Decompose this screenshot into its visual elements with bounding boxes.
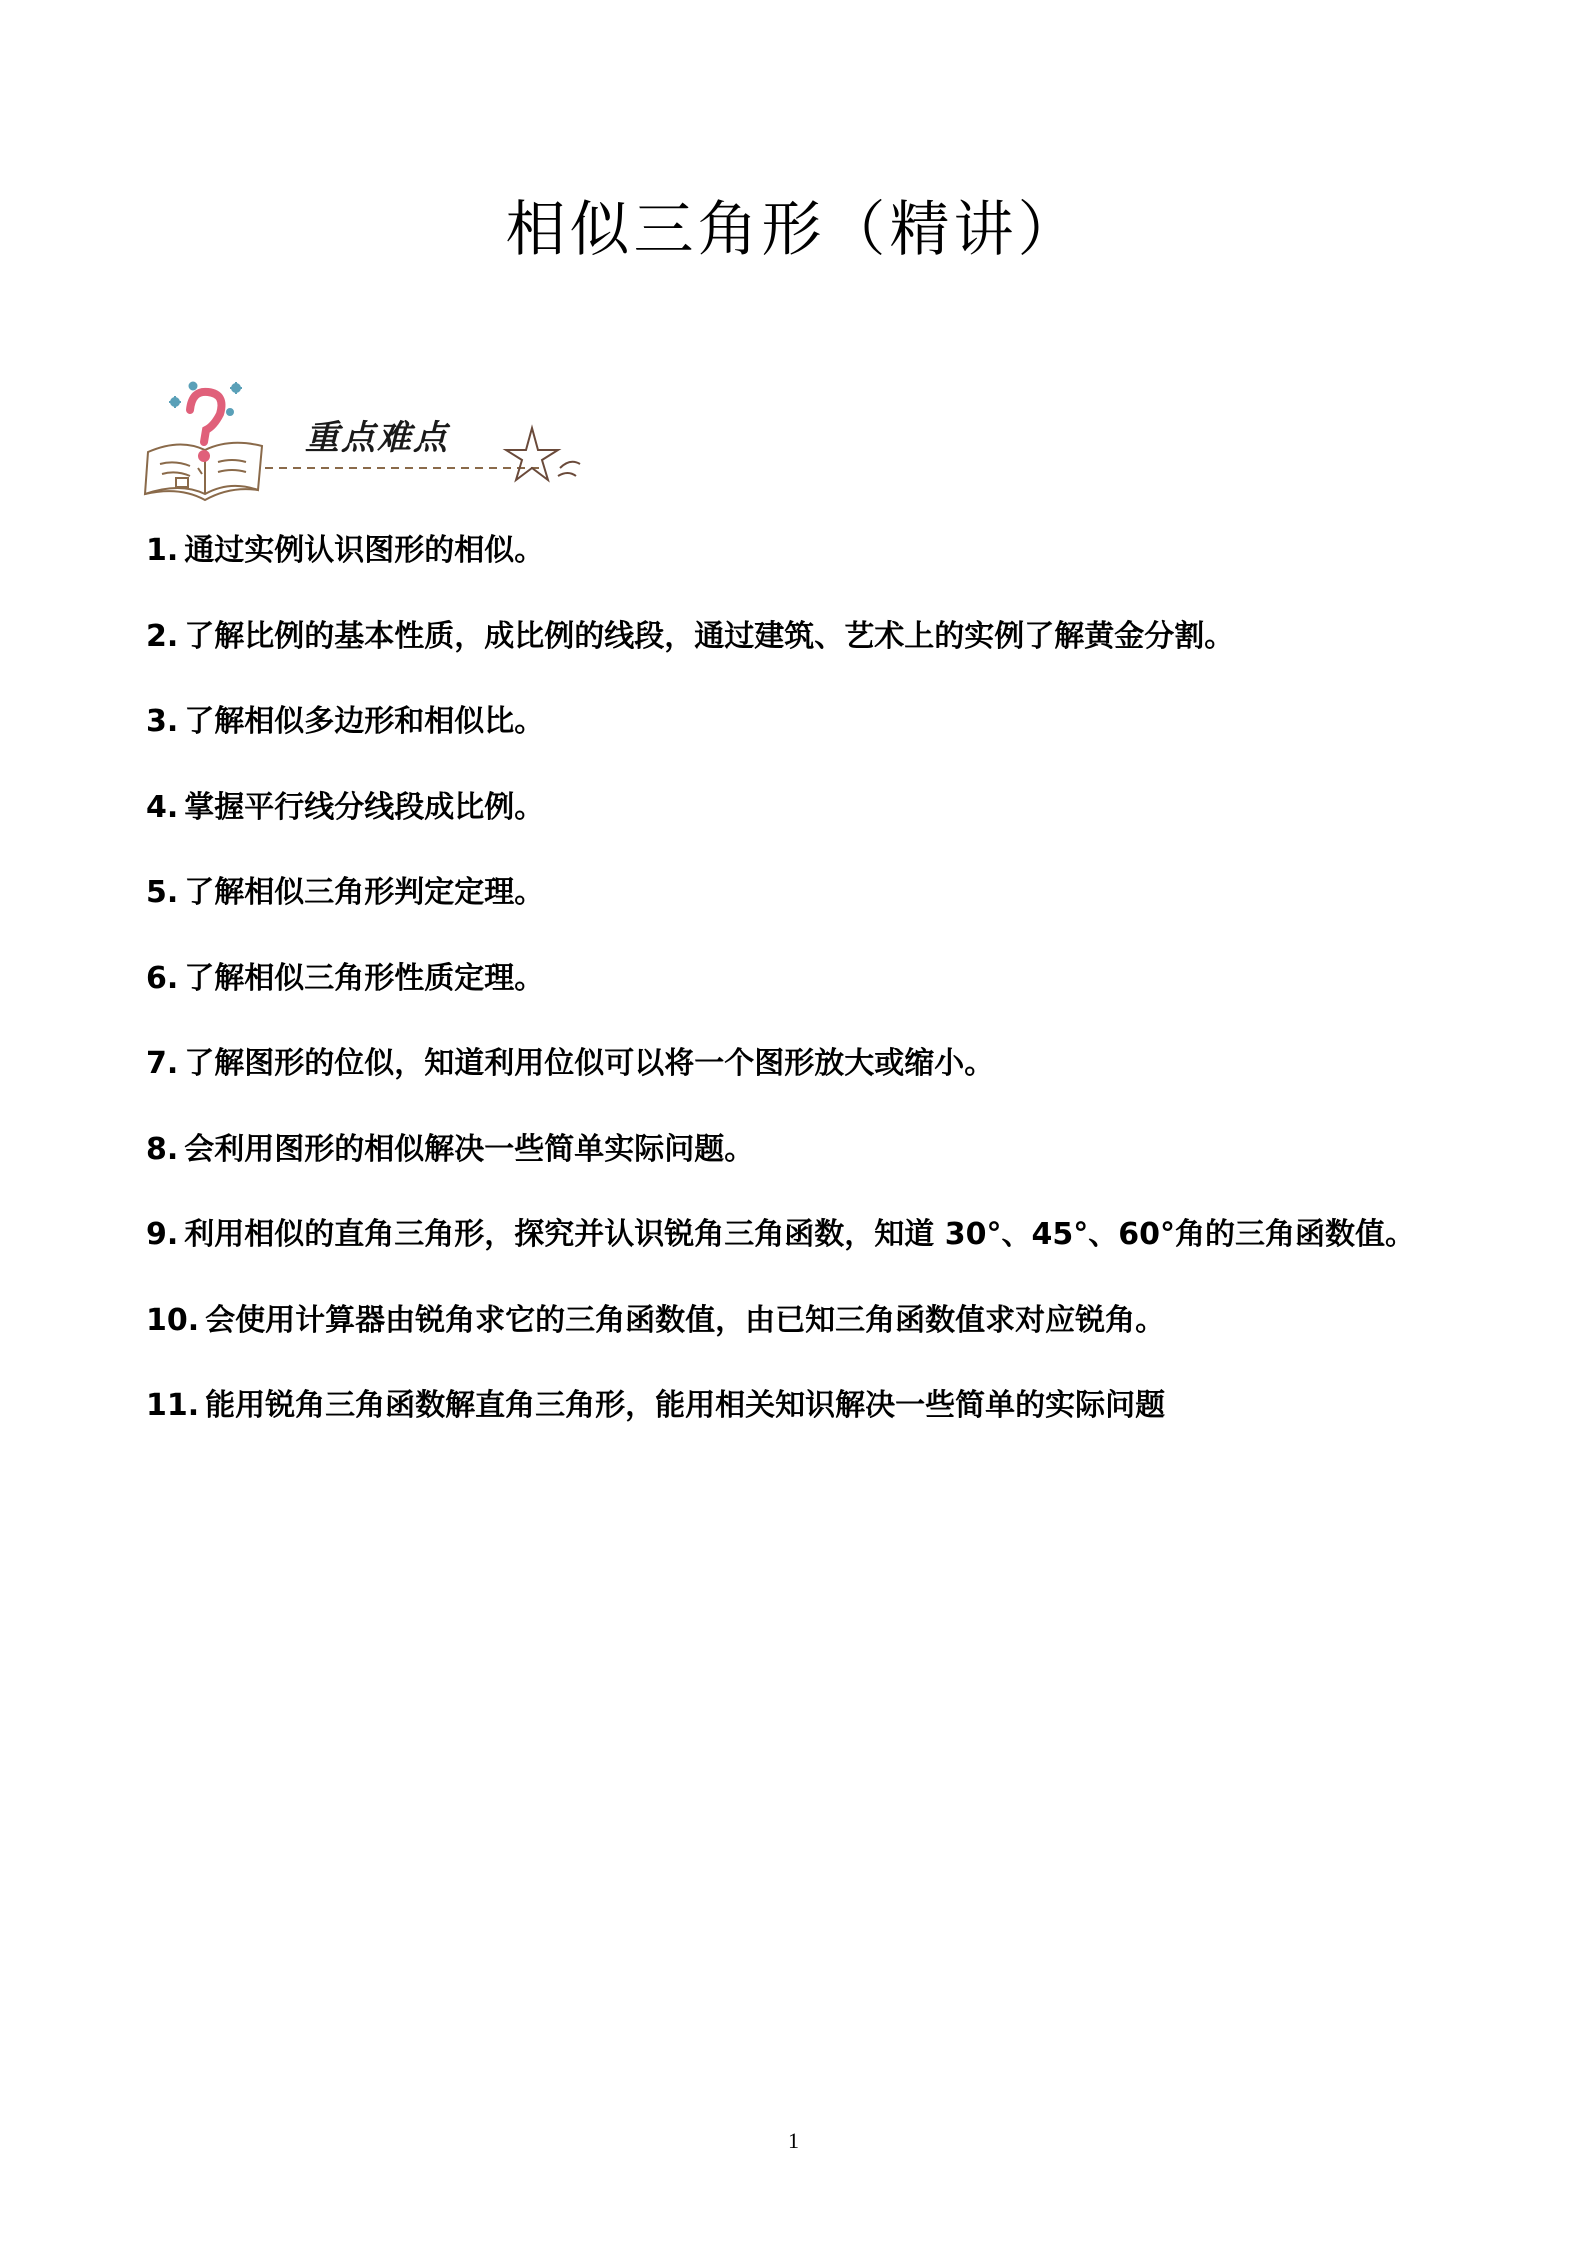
item-text: 了解相似三角形性质定理。 — [184, 960, 545, 996]
page-number: 1 — [788, 2128, 799, 2153]
list-item — [146, 611, 1476, 697]
item-number: 11. — [146, 1388, 200, 1423]
item-text: 会使用计算器由锐角求它的三角函数值，由已知三角函数值求对应锐角。 — [205, 1302, 1166, 1338]
item-text: 了解比例的基本性质，成比例的线段，通过建筑、艺术上的实例了解黄金分割。 — [184, 618, 1235, 654]
list-item — [146, 1124, 1476, 1210]
item-text: 能用锐角三角函数解直角三角形，能用相关知识解决一些简单的实际问题 — [205, 1388, 1166, 1423]
star-icon — [506, 428, 580, 480]
page-title: 相似三角形（精讲） — [505, 195, 1082, 265]
list-item — [146, 782, 1476, 868]
list-item — [146, 1380, 1476, 1466]
item-text: 利用相似的直角三角形，探究并认识锐角三角函数，知道 30°、45°、60°角的三角函数值。 — [184, 1217, 1415, 1252]
section-header — [140, 372, 600, 512]
item-text: 通过实例认识图形的相似。 — [184, 533, 545, 568]
item-number: 9. — [146, 1217, 179, 1252]
item-number: 2. — [146, 618, 179, 654]
list-item — [146, 953, 1476, 1039]
list-item — [146, 1295, 1476, 1381]
item-text: 了解相似三角形判定定理。 — [184, 875, 545, 910]
item-text: 掌握平行线分线段成比例。 — [184, 789, 545, 825]
item-number: 4. — [146, 789, 179, 825]
item-number: 7. — [146, 1046, 179, 1081]
item-number: 1. — [146, 533, 179, 568]
section-label: 重点难点 — [305, 418, 449, 458]
key-points-list — [146, 525, 1476, 1466]
item-text: 了解相似多边形和相似比。 — [184, 704, 545, 739]
item-number: 5. — [146, 875, 179, 910]
item-number: 6. — [146, 960, 179, 996]
list-item — [146, 696, 1476, 782]
item-number: 3. — [146, 704, 179, 739]
list-item — [146, 525, 1476, 611]
sparkle-icon — [169, 382, 242, 415]
list-item — [146, 1209, 1476, 1295]
question-mark-icon — [190, 392, 222, 462]
item-text: 了解图形的位似，知道利用位似可以将一个图形放大或缩小。 — [184, 1046, 995, 1081]
item-text: 会利用图形的相似解决一些简单实际问题。 — [184, 1131, 755, 1167]
list-item — [146, 867, 1476, 953]
item-number: 8. — [146, 1131, 179, 1167]
list-item — [146, 1038, 1476, 1124]
item-number: 10. — [146, 1302, 200, 1338]
